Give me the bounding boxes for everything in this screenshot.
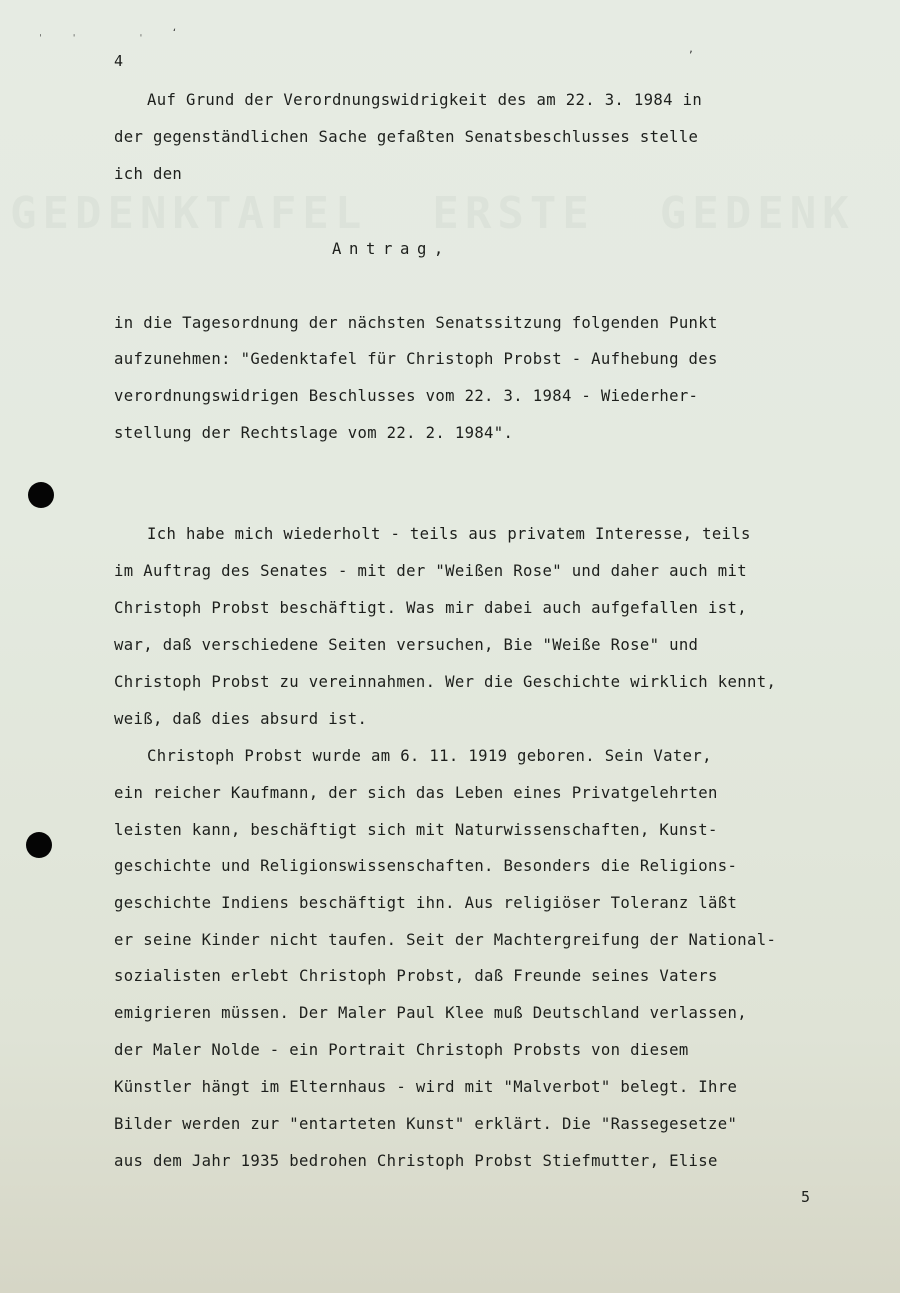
paragraph2-line: geschichte Indiens beschäftigt ihn. Aus religiöser Toleranz läßt [114,894,738,912]
motion-line: in die Tagesordnung der nächsten Senatssitzung folgenden Punkt [114,314,718,332]
intro-line: ich den [114,165,183,183]
paragraph2-line: leisten kann, beschäftigt sich mit Naturwissenschaften, Kunst- [114,821,718,839]
punch-hole-lower [26,832,52,858]
paragraph2-line: der Maler Nolde - ein Portrait Christoph Probsts von diesem [114,1041,689,1059]
paragraph2-line: geschichte und Religionswissenschaften. Besonders die Religions- [114,857,738,875]
paragraph1-line: Ich habe mich wiederholt - teils aus privatem Interesse, teils [147,525,751,543]
paragraph1-line: Christoph Probst zu vereinnahmen. Wer die Geschichte wirklich kennt, [114,673,777,691]
paragraph2-line: emigrieren müssen. Der Maler Paul Klee muß Deutschland verlassen, [114,1004,747,1022]
motion-line: aufzunehmen: "Gedenktafel für Christoph Probst - Aufhebung des [114,350,718,368]
paragraph2-line: Bilder werden zur "entarteten Kunst" erklärt. Die "Rassegesetze" [114,1115,738,1133]
motion-line: stellung der Rechtslage vom 22. 2. 1984". [114,424,514,442]
paper-speck: , [688,44,695,55]
motion-line: verordnungswidrigen Beschlusses vom 22. 3. 1984 - Wiederher- [114,387,699,405]
paragraph2-line: Künstler hängt im Elternhaus - wird mit "Malverbot" belegt. Ihre [114,1078,738,1096]
page-number-top: 4 [114,52,124,70]
paragraph2-line: aus dem Jahr 1935 bedrohen Christoph Probst Stiefmutter, Elise [114,1152,718,1170]
paragraph2-line: Christoph Probst wurde am 6. 11. 1919 geboren. Sein Vater, [147,747,712,765]
top-margin-marks: ˌˌ ˌʻ [38,28,206,38]
paragraph2-line: sozialisten erlebt Christoph Probst, daß Freunde seines Vaters [114,967,718,985]
paragraph1-line: weiß, daß dies absurd ist. [114,710,368,728]
motion-heading: Antrag, [332,240,451,258]
bleed-through-text: GEDENKTAFEL ERSTE GEDENK [10,188,855,239]
paragraph1-line: Christoph Probst beschäftigt. Was mir dabei auch aufgefallen ist, [114,599,747,617]
punch-hole-upper [28,482,54,508]
intro-line: der gegenständlichen Sache gefaßten Senatsbeschlusses stelle [114,128,699,146]
page-number-bottom: 5 [801,1188,811,1206]
paragraph2-line: er seine Kinder nicht taufen. Seit der Machtergreifung der National- [114,931,777,949]
intro-line: Auf Grund der Verordnungswidrigkeit des am 22. 3. 1984 in [147,91,703,109]
paragraph1-line: war, daß verschiedene Seiten versuchen, Bie "Weiße Rose" und [114,636,699,654]
paragraph1-line: im Auftrag des Senates - mit der "Weißen Rose" und daher auch mit [114,562,747,580]
paragraph2-line: ein reicher Kaufmann, der sich das Leben eines Privatgelehrten [114,784,718,802]
